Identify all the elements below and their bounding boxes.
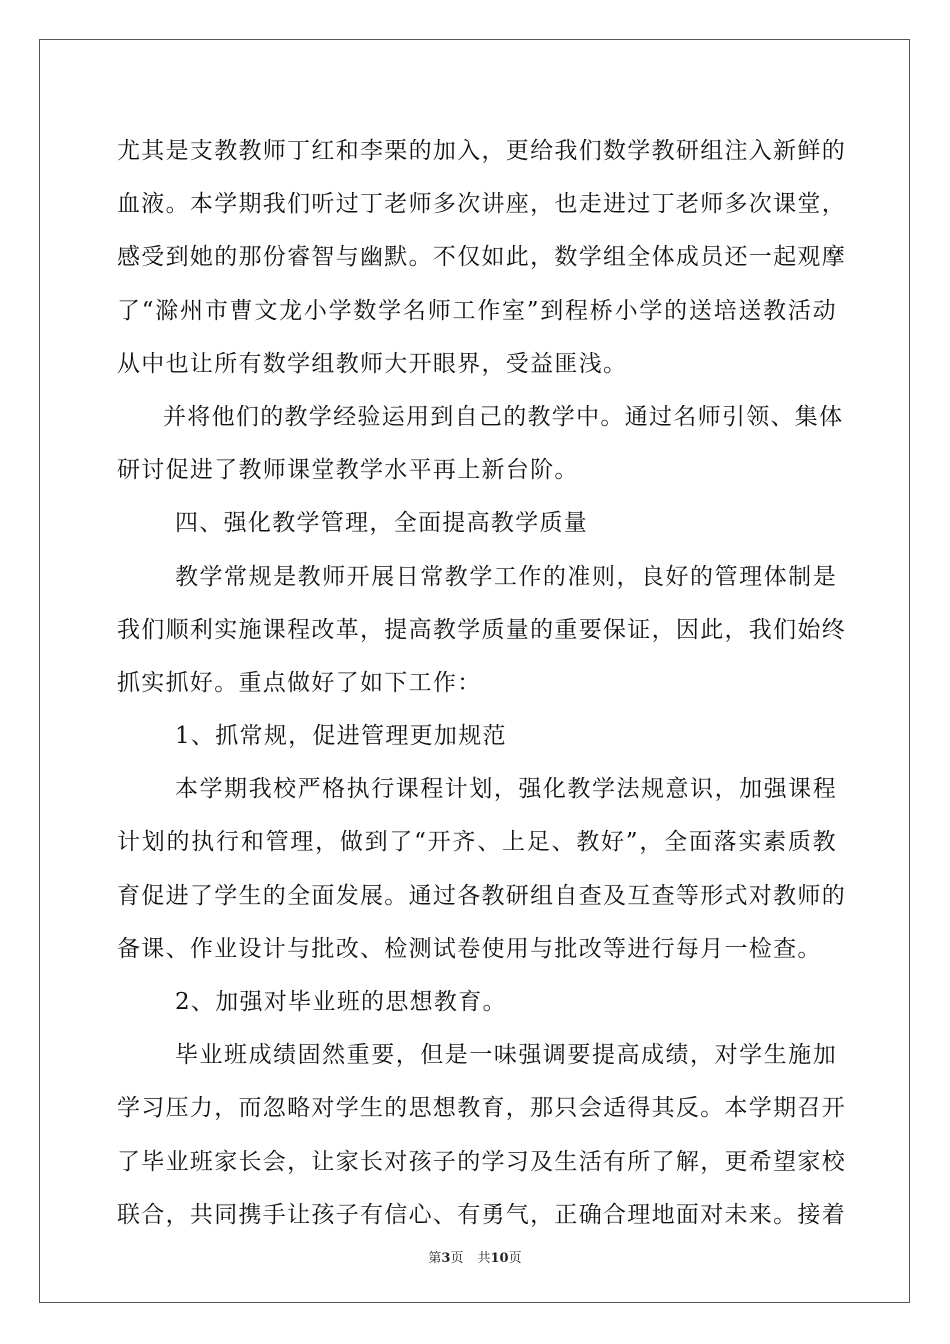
text-line: 血液。本学期我们听过丁老师多次讲座，也走进过丁老师多次课堂， — [117, 191, 846, 218]
subsection-heading: 1、抓常规，促进管理更加规范 — [175, 723, 507, 750]
subsection-heading: 2、加强对毕业班的思想教育。 — [175, 989, 507, 1015]
text-line: 了“滁州市曹文龙小学数学名师工作室”到程桥小学的送培送教活动 — [117, 297, 837, 324]
text-line: 我们顺利实施课程改革，提高教学质量的重要保证，因此，我们始终 — [117, 616, 846, 643]
text-line: 毕业班成绩固然重要，但是一味强调要提高成绩，对学生施加 — [175, 1042, 837, 1069]
text-line: 本学期我校严格执行课程计划，强化教学法规意识，加强课程 — [175, 776, 837, 803]
total-prefix: 共 — [477, 1251, 491, 1266]
page-prefix: 第 — [428, 1251, 442, 1266]
text-line: 从中也让所有数学组教师大开眼界，受益匪浅。 — [117, 350, 628, 377]
text-line: 计划的执行和管理，做到了“开齐、上足、教好”，全面落实素质教 — [117, 829, 837, 856]
text-line: 研讨促进了教师课堂教学水平再上新台阶。 — [117, 457, 579, 484]
text-line: 备课、作业设计与批改、检测试卷使用与批改等进行每月一检查。 — [117, 935, 822, 962]
total-page-number: 10 — [490, 1251, 509, 1266]
page-footer — [0, 1247, 950, 1266]
text-line: 了毕业班家长会，让家长对孩子的学习及生活有所了解，更希望家校 — [117, 1148, 846, 1175]
page-suffix: 页 — [450, 1251, 464, 1266]
document-body — [117, 125, 846, 1242]
text-line: 并将他们的教学经验运用到自己的教学中。通过名师引领、集体 — [163, 403, 844, 430]
current-page-number: 3 — [441, 1251, 451, 1266]
text-line: 感受到她的那份睿智与幽默。不仅如此，数学组全体成员还一起观摩 — [117, 244, 846, 271]
text-line: 联合，共同携手让孩子有信心、有勇气，正确合理地面对未来。接着 — [117, 1201, 846, 1228]
text-line: 育促进了学生的全面发展。通过各教研组自查及互查等形式对教师的 — [117, 882, 846, 909]
text-line: 尤其是支教教师丁红和李栗的加入，更给我们数学教研组注入新鲜的 — [117, 138, 846, 164]
section-heading: 四、强化教学管理，全面提高教学质量 — [175, 510, 589, 537]
text-line: 学习压力，而忽略对学生的思想教育，那只会适得其反。本学期召开 — [117, 1095, 846, 1122]
text-line: 教学常规是教师开展日常教学工作的准则，良好的管理体制是 — [175, 563, 837, 590]
total-suffix: 页 — [508, 1251, 522, 1266]
text-line: 抓实抓好。重点做好了如下工作： — [117, 669, 482, 696]
